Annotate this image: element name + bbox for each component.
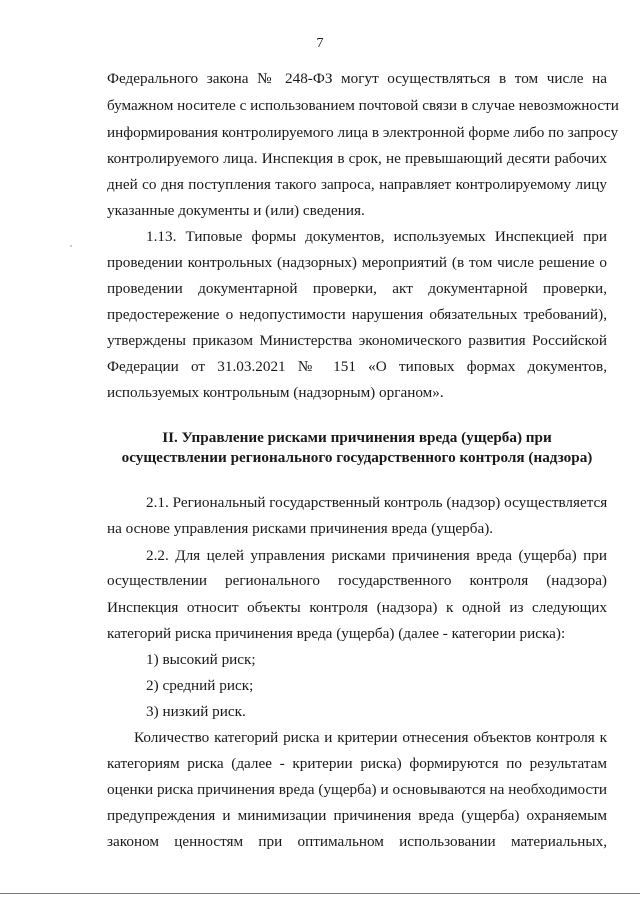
paragraph-line: предостережение о недопустимости нарушения обязательных требований), xyxy=(107,306,607,323)
paragraph-line: категориям риска (далее - критерии риска) формируются по результатам xyxy=(107,755,607,772)
paragraph-line: бумажном носителе с использованием почтовой связи в случае невозможности xyxy=(107,97,619,114)
paragraph-line: Федерального закона № 248-ФЗ могут осуществляться в том числе на xyxy=(107,70,607,87)
paragraph-line: проведении документарной проверки, акт документарной проверки, xyxy=(107,280,607,297)
page-number: 7 xyxy=(316,36,324,51)
paragraph-line: указанные документы и (или) сведения. xyxy=(107,202,365,219)
paragraph-line: 2.1. Региональный государственный контроль (надзор) осуществляется xyxy=(146,494,608,511)
page-bottom-edge xyxy=(0,893,640,894)
paragraph-line: контролируемого лица. Инспекция в срок, не превышающий десяти рабочих xyxy=(107,150,607,167)
section-heading-line: осуществлении регионального государственного контроля (надзора) xyxy=(121,449,593,466)
paragraph-line: информирования контролируемого лица в электронной форме либо по запросу xyxy=(107,124,619,141)
paragraph-line: 1.13. Типовые формы документов, используемых Инспекцией при xyxy=(146,228,607,245)
list-item: 2) средний риск; xyxy=(146,677,254,694)
list-item: 3) низкий риск. xyxy=(146,703,246,720)
paragraph-line: дней со дня поступления такого запроса, направляет контролируемому лицу xyxy=(107,176,607,193)
paragraph-line: осуществлении регионального государственного контроля (надзора) xyxy=(107,572,607,589)
scan-speck xyxy=(70,245,72,247)
paragraph-line: утверждены приказом Министерства экономического развития Российской xyxy=(107,332,607,349)
paragraph-line: 2.2. Для целей управления рисками причинения вреда (ущерба) при xyxy=(146,547,607,564)
section-heading-line: II. Управление рисками причинения вреда (ущерба) при xyxy=(162,429,552,446)
paragraph-line: оценки риска причинения вреда (ущерба) и основываются на необходимости xyxy=(107,781,607,798)
paragraph-line: категорий риска причинения вреда (ущерба) (далее - категории риска): xyxy=(107,625,566,642)
paragraph-line: Инспекция относит объекты контроля (надзора) к одной из следующих xyxy=(107,599,607,616)
paragraph-line: проведении контрольных (надзорных) мероприятий (в том числе решение о xyxy=(107,254,607,271)
paragraph-line: используемых контрольным (надзорным) органом». xyxy=(107,384,444,401)
paragraph-line: на основе управления рисками причинения вреда (ущерба). xyxy=(107,520,494,537)
list-item: 1) высокий риск; xyxy=(146,651,256,668)
paragraph-line: Количество категорий риска и критерии отнесения объектов контроля к xyxy=(134,729,607,746)
paragraph-line: Федерации от 31.03.2021 № 151 «О типовых формах документов, xyxy=(107,358,607,375)
paragraph-line: законом ценностям при оптимальном использовании материальных, xyxy=(107,833,607,850)
paragraph-line: предупреждения и минимизации причинения вреда (ущерба) охраняемым xyxy=(107,807,607,824)
